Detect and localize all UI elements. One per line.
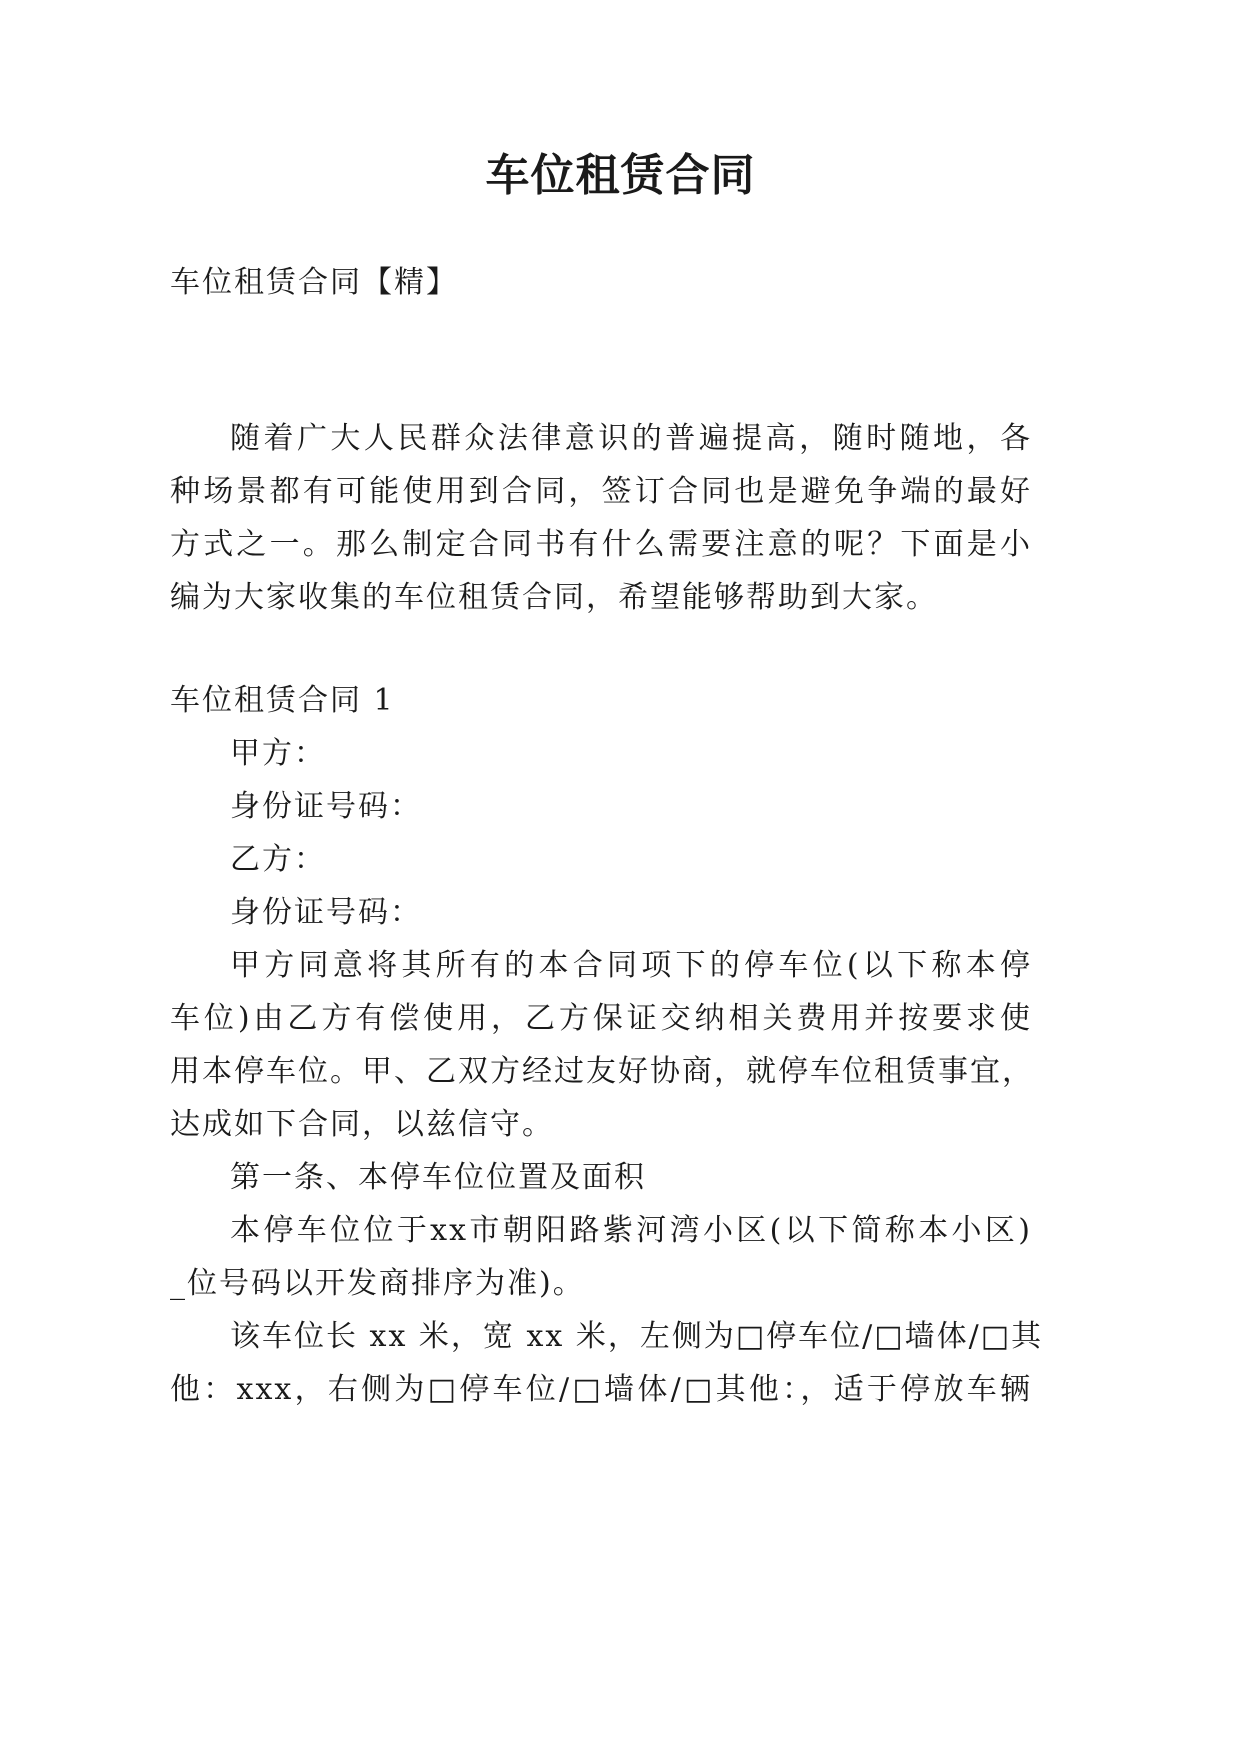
party-b-id-label: 身份证号码： [230,895,422,930]
article-1-size-line: 他：xxx，右侧为□停车位/□墙体/□其他：，适于停放车辆 [170,1372,1032,1407]
party-a-label: 甲方： [230,736,326,771]
article-1-location-line: 本停车位位于xx市朝阳路紫河湾小区(以下简称本小区) [230,1213,1032,1248]
intro-line: 方式之一。那么制定合同书有什么需要注意的呢？下面是小 [170,527,1032,562]
article-1-title: 第一条、本停车位位置及面积 [230,1160,646,1195]
intro-line: 随着广大人民群众法律意识的普遍提高，随时随地，各 [230,421,1032,456]
article-1-size-line: 该车位长 xx 米，宽 xx 米，左侧为□停车位/□墙体/□其 [230,1319,1044,1354]
agreement-line: 用本停车位。甲、乙双方经过友好协商，就停车位租赁事宜， [170,1054,1034,1089]
intro-line: 编为大家收集的车位租赁合同，希望能够帮助到大家。 [170,580,938,615]
document-subtitle: 车位租赁合同【精】 [170,265,458,300]
agreement-line: 甲方同意将其所有的本合同项下的停车位(以下称本停 [230,948,1032,983]
party-a-id-label: 身份证号码： [230,789,422,824]
document-title: 车位租赁合同 [485,150,756,201]
section-heading: 车位租赁合同 1 [170,683,395,718]
party-b-label: 乙方： [230,842,326,877]
agreement-line: 达成如下合同，以兹信守。 [170,1107,554,1142]
agreement-line: 车位)由乙方有偿使用，乙方保证交纳相关费用并按要求使 [170,1001,1032,1036]
article-1-location-line: _位号码以开发商排序为准)。 [170,1266,585,1301]
intro-line: 种场景都有可能使用到合同，签订合同也是避免争端的最好 [170,474,1032,509]
